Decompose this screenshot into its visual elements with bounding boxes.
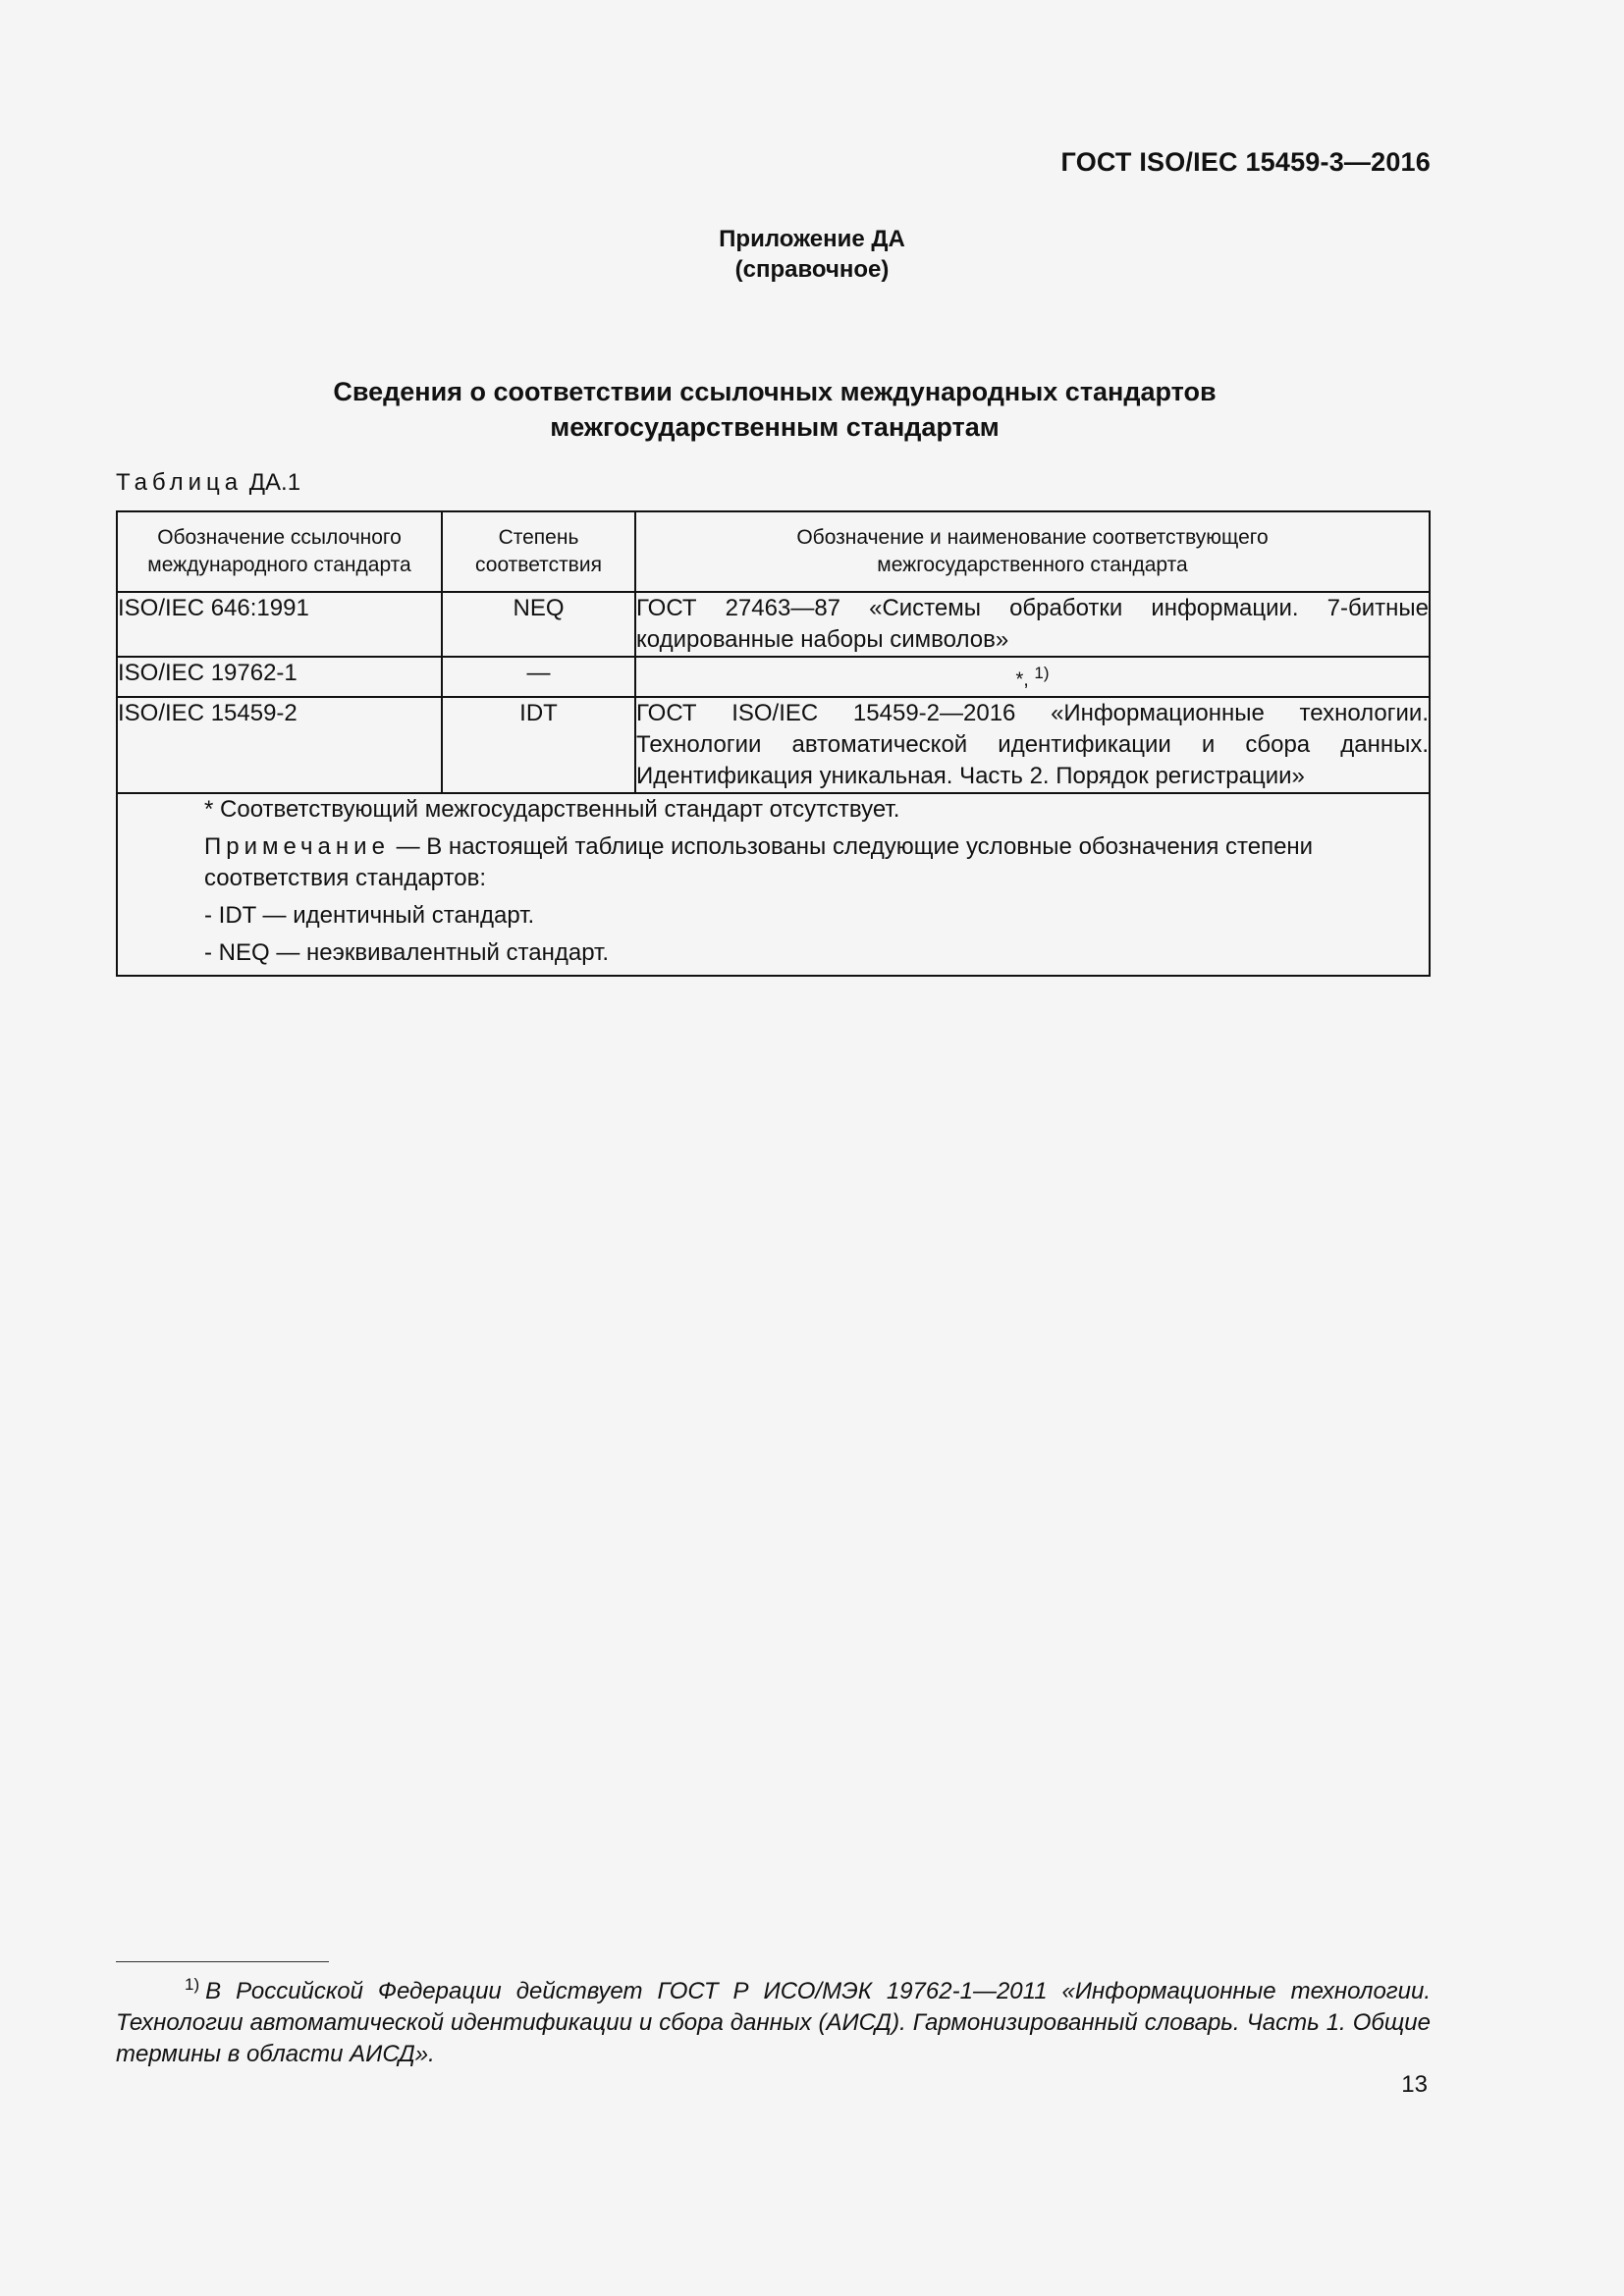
- note-item-neq: - NEQ — неэквивалентный стандарт.: [204, 938, 610, 966]
- header-col2-line1: Степень: [498, 526, 579, 549]
- document-code: ГОСТ ISO/IEC 15459-3—2016: [1060, 147, 1431, 177]
- note-text: — В настоящей таблице использованы следующие условные обозначения степени соответствия стандартов:: [204, 832, 1314, 891]
- cell-reference: ISO/IEC 646:1991: [117, 592, 442, 657]
- footnote-mark: 1): [185, 1975, 200, 1994]
- section-title-line1: Сведения о соответствии ссылочных международных стандартов: [333, 377, 1217, 406]
- table-label-word: Таблица: [116, 469, 244, 496]
- cell-reference: ISO/IEC 15459-2: [117, 697, 442, 793]
- table-row: [117, 592, 1430, 657]
- footnote: [116, 1969, 1431, 2070]
- appendix-subtitle: (справочное): [734, 256, 890, 283]
- cell-national: ГОСТ 27463—87 «Системы обработки информации. 7-битные кодированные наборы символов»: [635, 592, 1430, 657]
- table-row: [117, 657, 1430, 697]
- section-title: [0, 374, 1549, 445]
- header-col2-line2: соответствия: [475, 554, 602, 576]
- appendix-title: Приложение ДА: [719, 226, 905, 252]
- footnote-text: В Российской Федерации действует ГОСТ Р ИСО/МЭК 19762-1—2011 «Информационные технологии. Технологии автоматической идентификации и сбора данных (АИСД). Гармонизированный словарь. Часть 1. Общие термины в области АИСД».: [116, 1978, 1431, 2067]
- table-notes-row: [117, 793, 1430, 976]
- cell-national: [635, 657, 1430, 697]
- table-notes: [117, 793, 1430, 976]
- cell-degree: IDT: [442, 697, 635, 793]
- section-title-line2: межгосударственным стандартам: [550, 412, 1000, 442]
- cell-national: ГОСТ ISO/IEC 15459-2—2016 «Информационные технологии. Технологии автоматической идентификации и сбора данных. Идентификация уникальная. Часть 2. Порядок регистрации»: [635, 697, 1430, 793]
- header-national-standard: [635, 511, 1430, 592]
- cell-reference: ISO/IEC 19762-1: [117, 657, 442, 697]
- cell-degree: NEQ: [442, 592, 635, 657]
- table-label-number: ДА.1: [248, 469, 301, 496]
- note-paragraph: [118, 831, 1429, 894]
- header-degree: [442, 511, 635, 592]
- header-col1-line1: Обозначение ссылочного: [157, 526, 402, 549]
- header-reference-standard: [117, 511, 442, 592]
- header-col1-line2: международного стандарта: [147, 554, 411, 576]
- note-word: Примечание: [204, 832, 390, 860]
- appendix-heading: [0, 224, 1624, 285]
- star-mark: *,: [1015, 668, 1029, 691]
- table-header-row: [117, 511, 1430, 592]
- star-note: * Соответствующий межгосударственный стандарт отсутствует.: [204, 795, 900, 823]
- footnote-ref-1: 1): [1034, 664, 1050, 682]
- cell-degree: —: [442, 657, 635, 697]
- page-number: 13: [1401, 2071, 1428, 2098]
- header-col3-line1: Обозначение и наименование соответствующего: [796, 526, 1269, 549]
- standards-table: [116, 510, 1431, 977]
- header-col3-line2: межгосударственного стандарта: [877, 554, 1188, 576]
- table-row: [117, 697, 1430, 793]
- table-label: [116, 469, 300, 497]
- note-item-idt: - IDT — идентичный стандарт.: [204, 901, 535, 929]
- footnote-divider: [116, 1961, 329, 1962]
